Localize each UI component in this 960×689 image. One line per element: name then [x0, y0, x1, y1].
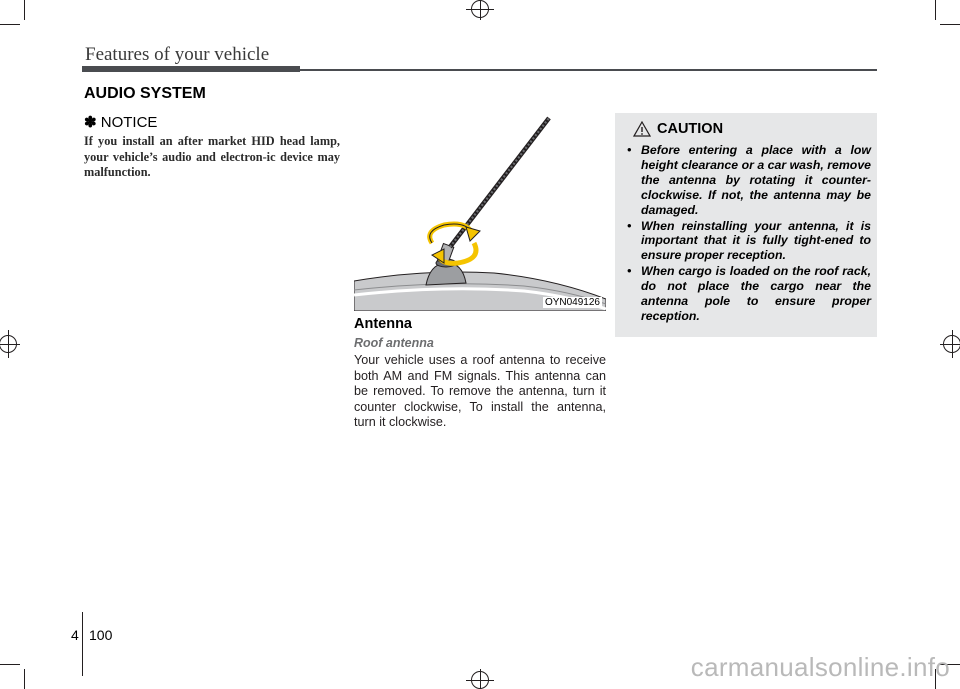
crop-mark: [24, 0, 25, 20]
crop-mark: [24, 669, 25, 689]
crop-mark: [0, 24, 20, 25]
crop-mark: [0, 664, 20, 665]
crop-mark: [940, 24, 960, 25]
section-title: AUDIO SYSTEM: [84, 85, 206, 102]
footer-divider: [82, 612, 83, 676]
caution-item-text: When cargo is loaded on the roof rack, do not place the cargo near the antenna pole to ensure proper reception.: [641, 264, 871, 323]
antenna-body-text: Your vehicle uses a roof antenna to receive both AM and FM signals. This antenna can be removed. To remove the antenna, turn it counter clockwise, To install the antenna, turn it clockwise.: [354, 353, 606, 430]
registration-line: [8, 330, 9, 358]
bullet: •: [627, 143, 632, 157]
caution-title: CAUTION: [657, 121, 724, 137]
page-header-title: Features of your vehicle: [85, 44, 270, 65]
crop-mark: [935, 0, 936, 20]
registration-line: [466, 680, 494, 681]
registration-line: [952, 330, 953, 358]
antenna-heading: Antenna: [354, 316, 412, 332]
caution-item: [621, 143, 871, 218]
notice-heading: [84, 113, 157, 131]
registration-line: [480, 0, 481, 20]
caution-item-text: When reinstalling your antenna, it is important that it is fully tight-ened to ensure proper reception.: [641, 218, 871, 263]
caution-item-text: Before entering a place with a low height clearance or a car wash, remove the antenna by rotating it counter-clockwise. If not, the antenna may be damaged.: [641, 143, 871, 217]
page-number: 100: [89, 627, 113, 643]
registration-line: [480, 669, 481, 689]
caution-heading: [633, 121, 723, 137]
registration-line: [940, 344, 960, 345]
registration-line: [0, 344, 20, 345]
antenna-drawing: [354, 113, 606, 311]
bullet: •: [627, 264, 632, 279]
notice-star-icon: ✽: [84, 114, 97, 131]
notice-label: NOTICE: [100, 114, 158, 131]
bullet: •: [627, 218, 632, 233]
roof-antenna-subheading: Roof antenna: [354, 336, 434, 350]
warning-triangle-icon: [633, 121, 651, 137]
caution-item: [621, 264, 871, 324]
section-number: 4: [71, 627, 79, 643]
caution-list: [621, 143, 871, 325]
caution-item: [621, 219, 871, 264]
notice-text: If you install an after market HID head lamp, your vehicle’s audio and electron-ic device may malfunction.: [84, 134, 340, 179]
header-rule-thick: [82, 66, 300, 72]
registration-line: [466, 9, 494, 10]
figure-code: OYN049126: [544, 297, 600, 308]
caution-box: [615, 113, 877, 337]
roof-antenna-illustration: [354, 113, 606, 311]
header-rule-thin: [300, 69, 877, 71]
watermark: carmanualsonline.info: [690, 652, 950, 682]
